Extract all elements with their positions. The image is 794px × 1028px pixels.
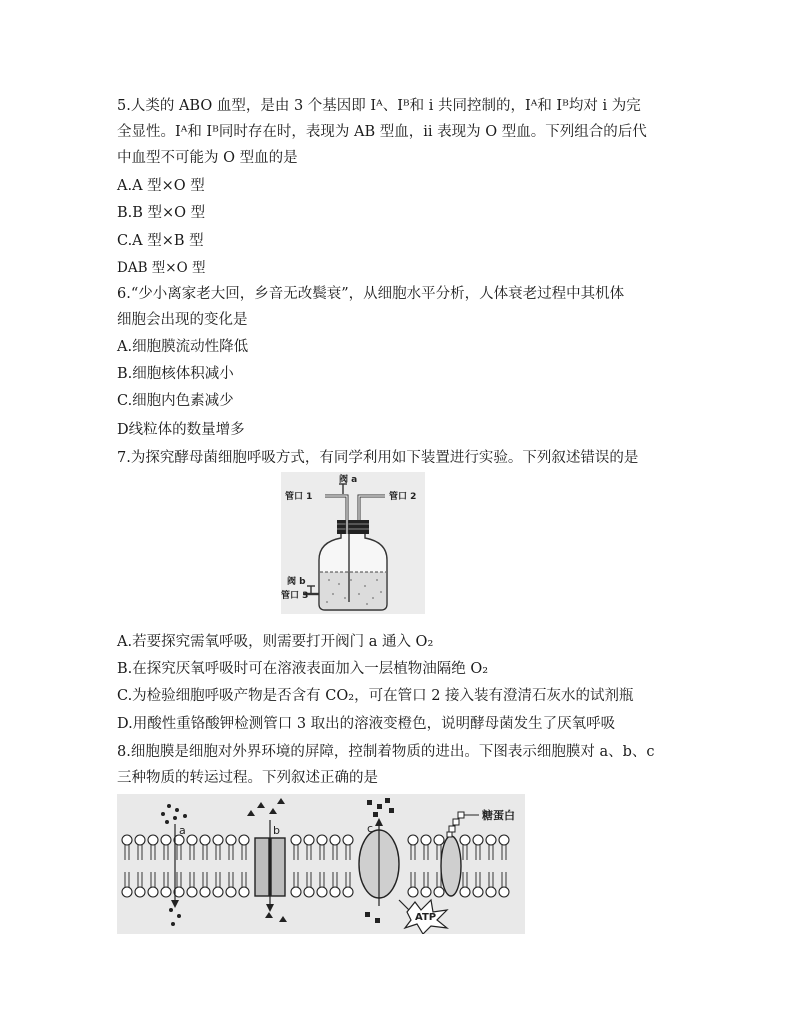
q8-stem-line2: 三种物质的转运过程。下列叙述正确的是 bbox=[117, 770, 378, 786]
pipe-3-label: 管口 3 bbox=[281, 591, 309, 601]
q5-option-a: A.A 型×O 型 bbox=[117, 178, 205, 194]
pipe-1-label: 管口 1 bbox=[285, 492, 313, 502]
q5-stem-line2: 全显性。Iᴬ和 Iᴮ同时存在时，表现为 AB 型血，ii 表现为 O 型血。下列组合的后代 bbox=[117, 124, 647, 140]
valve-a-label: 阀 a bbox=[339, 475, 358, 485]
q6-option-b: B.细胞核体积减小 bbox=[117, 366, 234, 382]
q7-apparatus-figure bbox=[281, 472, 425, 614]
label-c: c bbox=[367, 822, 374, 835]
valve-b-label: 阀 b bbox=[287, 577, 306, 587]
q7-stem: 7.为探究酵母菌细胞呼吸方式，有同学利用如下装置进行实验。下列叙述错误的是 bbox=[117, 450, 639, 466]
q6-option-c: C.细胞内色素减少 bbox=[117, 393, 234, 409]
q7-option-c: C.为检验细胞呼吸产物是否含有 CO₂，可在管口 2 接入装有澄清石灰水的试剂瓶 bbox=[117, 688, 634, 704]
q8-stem-line1: 8.细胞膜是细胞对外界环境的屏障，控制着物质的进出。下图表示细胞膜对 a、b、c bbox=[117, 744, 655, 760]
atp-label: ATP bbox=[415, 912, 437, 923]
q8-membrane-figure bbox=[117, 794, 525, 934]
q7-option-d: D.用酸性重铬酸钾检测管口 3 取出的溶液变橙色，说明酵母菌发生了厌氧呼吸 bbox=[117, 716, 616, 732]
glycoprotein-label: 糖蛋白 bbox=[482, 809, 515, 822]
q6-stem-line1: 6.“少小离家老大回，乡音无改鬓衰”，从细胞水平分析，人体衰老过程中其机体 bbox=[117, 286, 625, 302]
q5-stem-line3: 中血型不可能为 O 型血的是 bbox=[117, 150, 298, 166]
q6-stem-line2: 细胞会出现的变化是 bbox=[117, 312, 248, 328]
q6-option-d: D线粒体的数量增多 bbox=[117, 422, 245, 438]
label-a: a bbox=[179, 824, 186, 837]
q7-option-a: A.若要探究需氧呼吸，则需要打开阀门 a 通入 O₂ bbox=[117, 634, 434, 650]
q5-stem-line1: 5.人类的 ABO 血型，是由 3 个基因即 Iᴬ、Iᴮ和 i 共同控制的，Iᴬ和 Iᴮ均对 i 为完 bbox=[117, 98, 641, 114]
q6-option-a: A.细胞膜流动性降低 bbox=[117, 339, 249, 355]
q7-option-b: B.在探究厌氧呼吸时可在溶液表面加入一层植物油隔绝 O₂ bbox=[117, 661, 489, 677]
label-b: b bbox=[273, 824, 280, 837]
pipe-2-label: 管口 2 bbox=[389, 492, 417, 502]
q5-option-c: C.A 型×B 型 bbox=[117, 233, 204, 249]
q5-option-d: DAB 型×O 型 bbox=[117, 260, 206, 276]
q5-option-b: B.B 型×O 型 bbox=[117, 205, 206, 221]
